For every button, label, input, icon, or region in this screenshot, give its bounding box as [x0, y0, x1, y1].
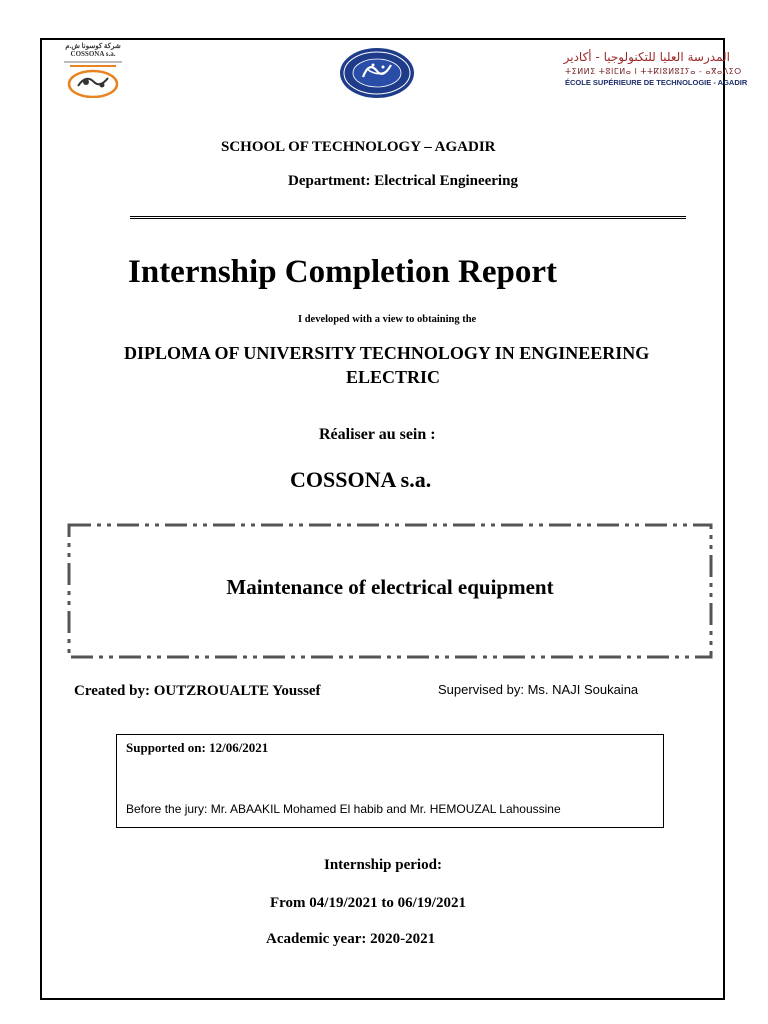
- realized-at-label: Réaliser au sein :: [319, 426, 436, 443]
- department: Department: Electrical Engineering: [288, 173, 518, 189]
- university-seal-icon: [339, 47, 415, 99]
- company-logo: [58, 42, 128, 102]
- school-logo-arabic: المدرسة العليا للتكنولوجيا - أكادير: [563, 50, 730, 64]
- report-subject: Maintenance of electrical equipment: [226, 575, 554, 599]
- company-name: COSSONA s.a.: [290, 467, 432, 492]
- jury: Before the jury: Mr. ABAAKIL Mohamed El habib and Mr. HEMOUZAL Lahoussine: [126, 802, 561, 816]
- academic-year: Academic year: 2020-2021: [266, 931, 436, 947]
- supported-on: Supported on: 12/06/2021: [126, 740, 269, 755]
- period-label: Internship period:: [324, 857, 442, 873]
- school-logo: [563, 50, 748, 95]
- company-logo-arabic: شركة كوسونا ش.م: [65, 42, 121, 50]
- company-logo-name: COSSONA s.a.: [70, 50, 116, 58]
- report-intro: I developed with a view to obtaining the: [298, 314, 477, 325]
- diploma-line-2: ELECTRIC: [346, 367, 441, 387]
- defense-box: [116, 734, 664, 828]
- company-emblem-icon: [58, 58, 128, 98]
- school-name: SCHOOL OF TECHNOLOGY – AGADIR: [221, 139, 496, 155]
- period-range: From 04/19/2021 to 06/19/2021: [270, 895, 466, 911]
- school-logo-french: ÉCOLE SUPÉRIEURE DE TECHNOLOGIE - AGADIR: [565, 78, 748, 87]
- report-title: Internship Completion Report: [128, 254, 558, 290]
- header-divider: [130, 216, 686, 219]
- supervised-by: Supervised by: Ms. NAJI Soukaina: [438, 682, 639, 697]
- school-logo-tifinagh: ⵜⵉⵍⵍⵉ ⵜⵓⵏⵎⵍⴰ ⵏ ⵜⵜⴽⵏⵓⵍⵓⵊⵢⴰ - ⴰⴳⴰⴷⵉⵔ: [565, 67, 742, 76]
- diploma-line-1: DIPLOMA OF UNIVERSITY TECHNOLOGY IN ENGINEERING: [124, 343, 650, 363]
- created-by: Created by: OUTZROUALTE Youssef: [74, 683, 321, 699]
- university-seal: [339, 47, 415, 99]
